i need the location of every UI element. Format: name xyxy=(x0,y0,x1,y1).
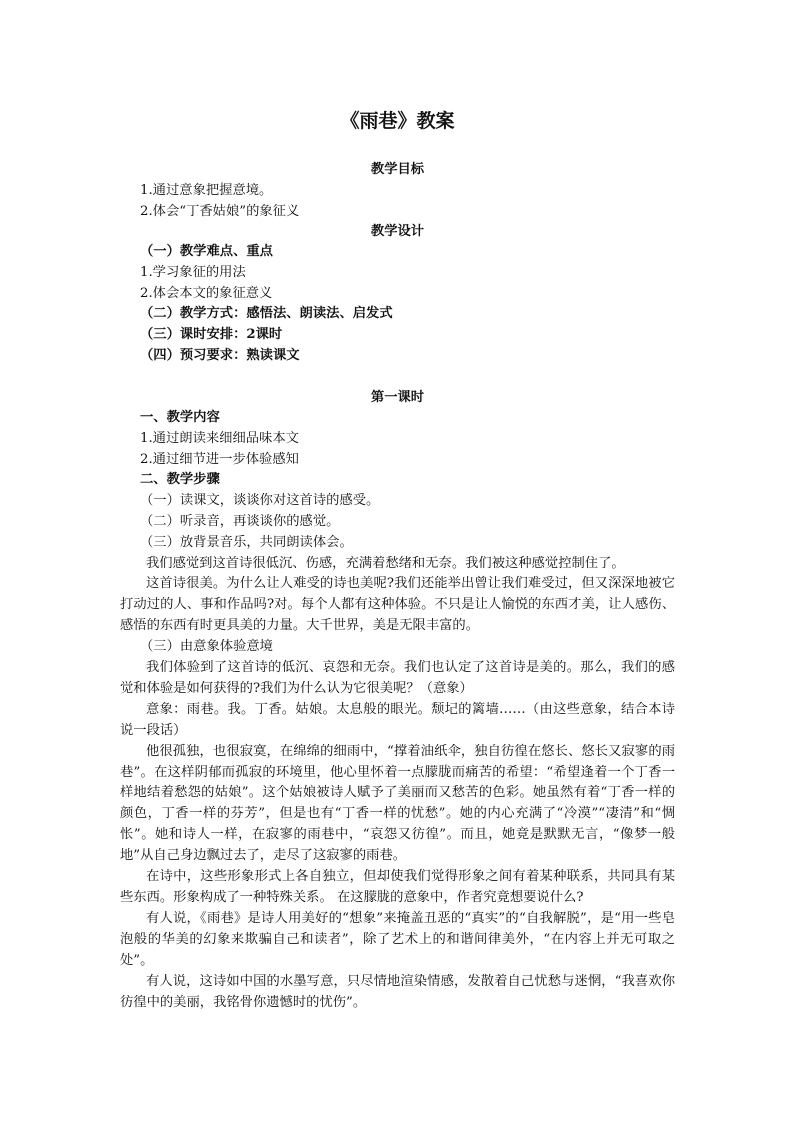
body-paragraph: 意象：雨巷。我。丁香。姑娘。太息般的眼光。颓圮的篱墙……（由这些意象，结合本诗说一段话） xyxy=(120,701,675,738)
goals-section xyxy=(120,160,675,223)
step-item: （三）由意象体验意境 xyxy=(140,639,273,655)
step-item: （三）放背景音乐，共同朗读体会。 xyxy=(140,534,353,550)
body-paragraph: 我们体验到了这首诗的低沉、哀怨和无奈。我们也认定了这首诗是美的。那么，我们的感觉和体验是如何获得的?我们为什么认为它很美呢？（意象） xyxy=(120,660,675,696)
document-title: 《雨巷》教案 xyxy=(340,110,455,132)
design-section xyxy=(120,222,675,367)
content-heading: 一、教学内容 xyxy=(140,410,220,425)
design-sub-heading: （二）教学方式：感悟法、朗读法、启发式 xyxy=(140,306,393,322)
design-sub-heading: （四）预习要求：熟读课文 xyxy=(140,347,300,363)
goal-item: 1.通过意象把握意境。 xyxy=(140,183,273,198)
body-paragraph: 这首诗很美。为什么让人难受的诗也美呢?我们还能举出曾让我们难受过，但又深深地被它打动过的人、事和作品吗?对。每个人都有这种体验。不只是让人愉悦的东西才美，让人感伤、感悟的东西有时更具美的力量。大千世界，美是无限丰富的。 xyxy=(120,576,675,634)
design-sub-heading: （一）教学难点、重点 xyxy=(140,244,273,259)
design-item: 1.学习象征的用法 xyxy=(140,264,246,280)
content-item: 1.通过朗读来细细品味本文 xyxy=(140,430,299,446)
goal-item: 2.体会“丁香姑娘”的象征义 xyxy=(140,203,300,219)
body-paragraph: 他很孤独，也很寂寞，在绵绵的细雨中，“撑着油纸伞，独自彷徨在悠长、悠长又寂寥的雨巷”。在这样阴郁而孤寂的环境里，他心里怀着一点朦胧而痛苦的希望：“希望逢着一个丁香一样地结着愁怨的姑娘”。这个姑娘被诗人赋予了美丽而又愁苦的色彩。她虽然有着“丁香一样的颜色，丁香一样的芬芳”，但是也有“丁香一样的忧愁”。她的内心充满了“冷漠”“凄清”和“惆怅”。她和诗人一样，在寂寥的雨巷中，“哀怨又彷徨”。而且，她竟是默默无言，“像梦一般地”从自己身边飘过去了，走尽了这寂寥的雨巷。 xyxy=(120,743,675,864)
lesson1-heading: 第一课时 xyxy=(370,390,425,405)
goals-heading: 教学目标 xyxy=(370,162,425,177)
step-item: （二）听录音，再谈谈你的感觉。 xyxy=(140,513,340,529)
body-paragraph: 我们感觉到这首诗很低沉、伤感，充满着愁绪和无奈。我们被这种感觉控制住了。 xyxy=(146,555,625,571)
lesson1-section xyxy=(120,388,675,1013)
body-paragraph: 有人说，《雨巷》是诗人用美好的“想象”来掩盖丑恶的“真实”的“自我解脱”，是“用一些皂泡般的华美的幻象来欺骗自己和读者”，除了艺术上的和谐间律美外，“在内容上并无可取之处”。 xyxy=(120,910,675,968)
body-paragraph: 有人说，这诗如中国的水墨写意，只尽情地渲染情感，发散着自己忧愁与迷惘，“我喜欢你彷徨中的美丽，我铭骨你遗憾时的忧伤”。 xyxy=(120,973,675,1010)
body-paragraph: 在诗中，这些形象形式上各自独立，但却使我们觉得形象之间有着某种联系，共同具有某些东西。形象构成了一种特殊关系。 在这朦胧的意象中，作者究竟想要说什么? xyxy=(120,869,675,905)
design-sub-heading: （三）课时安排：2课时 xyxy=(140,327,283,343)
steps-heading: 二、教学步骤 xyxy=(140,472,220,488)
step-item: （一）读课文，谈谈你对这首诗的感受。 xyxy=(140,493,380,509)
content-item: 2.通过细节进一步体验感知 xyxy=(140,451,299,467)
design-item: 2.体会本文的象征意义 xyxy=(140,285,273,301)
design-heading: 教学设计 xyxy=(370,224,425,239)
